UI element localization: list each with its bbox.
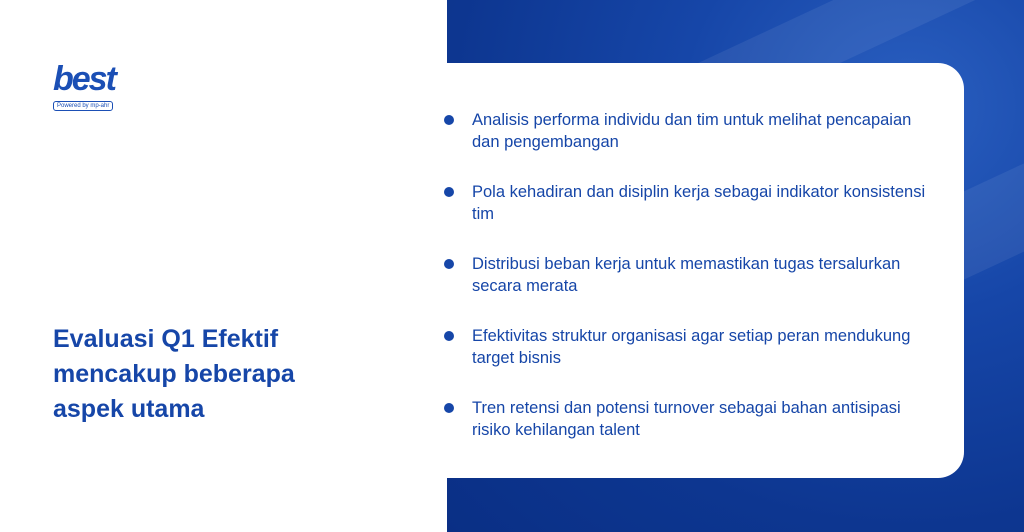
logo-tagline: Powered by mp-ahr	[53, 101, 113, 111]
list-item	[440, 397, 940, 469]
list-item	[440, 253, 940, 325]
bullet-icon	[444, 187, 454, 197]
item-text: Pola kehadiran dan disiplin kerja sebagai indikator konsistensi tim	[472, 183, 926, 223]
item-text: Distribusi beban kerja untuk memastikan tugas tersalurkan secara merata	[472, 255, 901, 295]
list-item	[440, 325, 940, 397]
list-item	[440, 109, 940, 181]
bullet-icon	[444, 331, 454, 341]
bullet-icon	[444, 403, 454, 413]
bullet-icon	[444, 259, 454, 269]
bullet-icon	[444, 115, 454, 125]
item-text: Tren retensi dan potensi turnover sebagai bahan antisipasi risiko kehilangan talent	[472, 399, 901, 439]
item-text: Analisis performa individu dan tim untuk melihat pencapaian dan pengembangan	[472, 111, 912, 151]
aspects-list	[440, 109, 940, 469]
best-logo	[53, 60, 127, 112]
list-item	[440, 181, 940, 253]
aspects-card	[386, 63, 964, 478]
logo-word: best	[53, 60, 115, 98]
headline: Evaluasi Q1 Efektif mencakup beberapa aspek utama	[53, 325, 295, 423]
item-text: Efektivitas struktur organisasi agar setiap peran mendukung target bisnis	[472, 327, 911, 367]
